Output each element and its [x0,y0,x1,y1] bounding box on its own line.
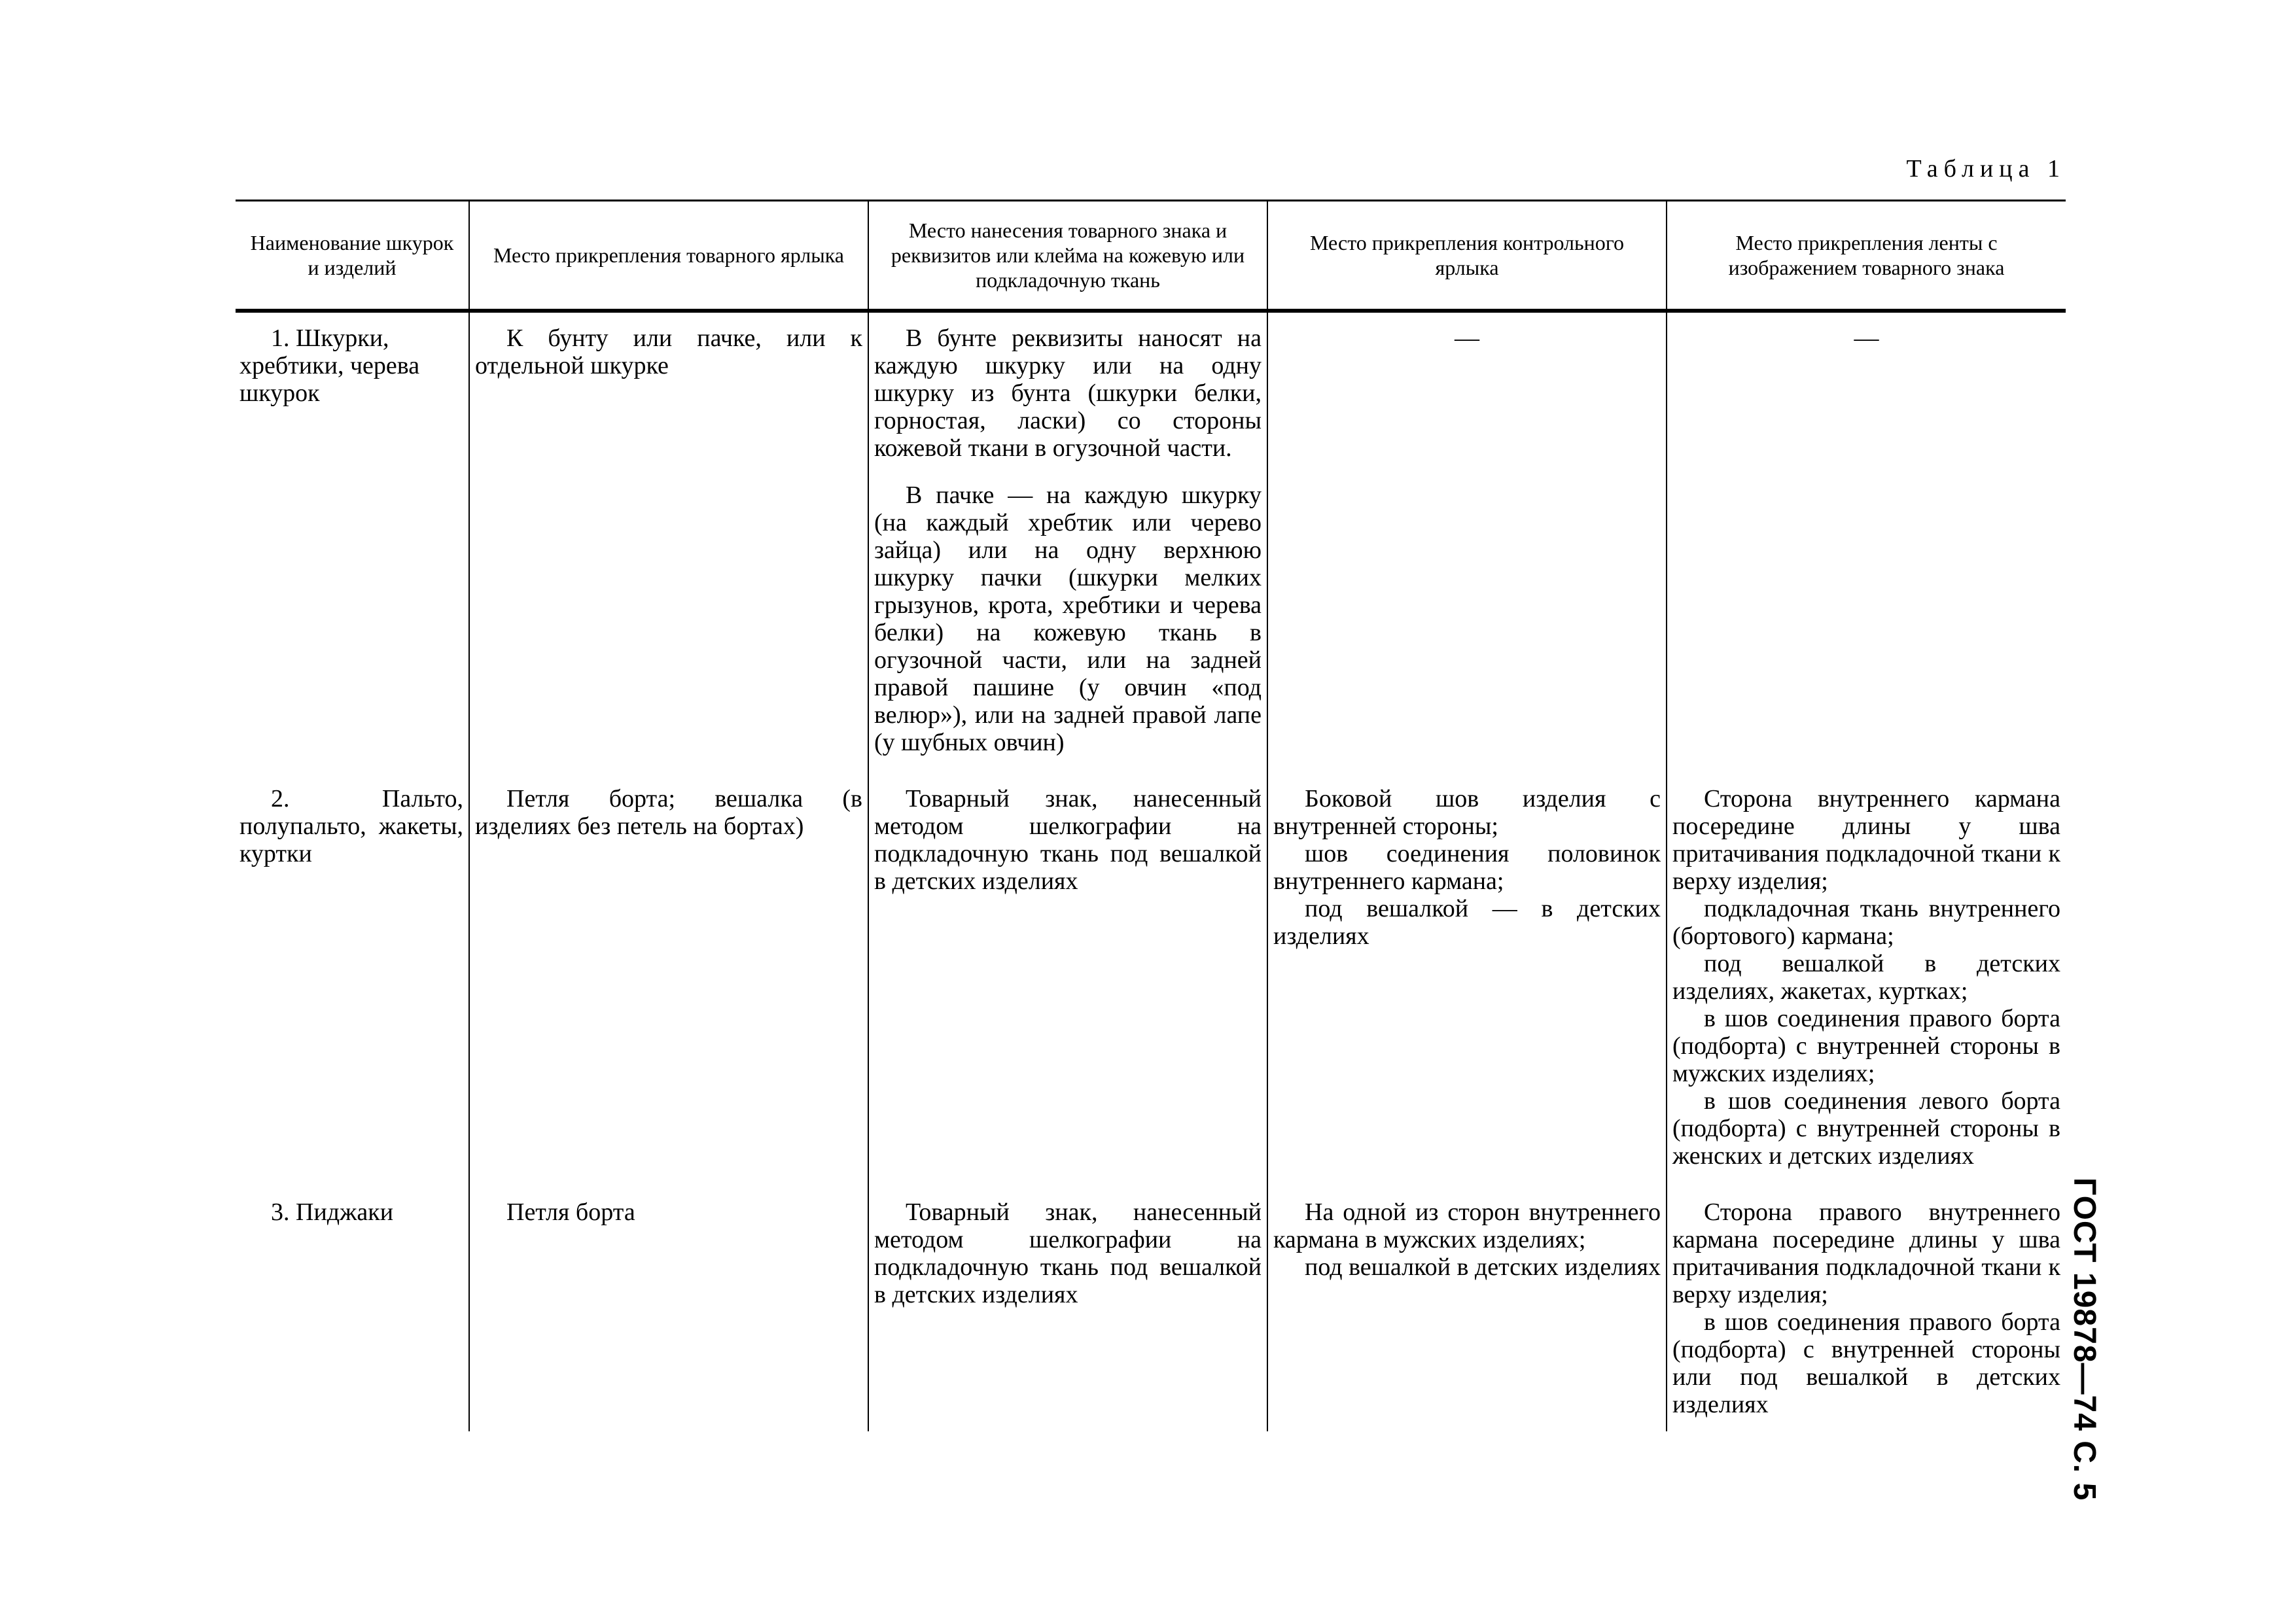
cell-text: Петля борта [506,1198,635,1226]
cell-text: Товарный знак, нанесенный методом шелкографии на подкладочную ткань под вешалкой в детских изделиях [874,1198,1262,1308]
cell-text: К бунту или пачке, или к отдельной шкурке [475,324,862,379]
cell-control-place [1267,1187,1667,1431]
cell-line: под вешалкой в детских изделиях, жакетах, куртках; [1672,949,2060,1005]
cell-label-place [469,773,868,1187]
cell-label-place [469,311,868,773]
cell-line: под вешалкой в детских изделиях [1305,1253,1661,1281]
header-mark-place: Место нанесения товарного знака и реквизитов или клейма на кожевую или подкладочную ткань [868,201,1267,311]
main-table [236,200,2066,1431]
standard-page-label: ГОСТ 19878—74 С. 5 [2067,1178,2102,1501]
header-control-place: Место прикрепления контрольного ярлыка [1267,201,1667,311]
table-row [236,1187,2066,1431]
empty-dash: — [1854,324,1879,352]
cell-control-place [1267,773,1667,1187]
cell-line: в шов соединения правого борта (подборта) с внутренней стороны или под вешалкой в детских изделиях [1672,1308,2060,1418]
cell-line: в шов соединения левого борта (подборта) с внутренней стороны в женских и детских изделиях [1672,1087,2060,1170]
cell-text: Товарный знак, нанесенный методом шелкографии на подкладочную ткань под вешалкой в детских изделиях [874,784,1262,895]
cell-paragraph: В пачке — на каждую шкурку (на каждый хребтик или черево зайца) или на одну верхнюю шкурку пачки (шкурки мелких грызунов, крота, хребтики и черева белки) на кожевую ткань в огузочной части, или на задней правой пашине (у овчин «под велюр»), или на задней правой лапе (у шубных овчин) [874,481,1262,756]
cell-ribbon-place [1667,311,2066,773]
cell-line: под вешалкой — в детских изделиях [1273,894,1661,950]
header-name: Наименование шкурок и изделий [236,201,469,311]
cell-text: Петля борта; вешалка (в изделиях без петель на бортах) [475,784,862,840]
cell-name [236,311,469,773]
cell-line: Сторона правого внутреннего кармана посередине длины у шва притачивания подкладочной ткани к верху изделия; [1672,1198,2060,1308]
cell-name [236,773,469,1187]
cell-line: подкладочная ткань внутреннего (бортового) кармана; [1672,894,2060,950]
cell-text: 2. Пальто, полупальто, жакеты, куртки [239,784,463,867]
cell-line: в шов соединения правого борта (подборта) с внутренней стороны в мужских изделиях; [1672,1004,2060,1087]
cell-ribbon-place [1667,773,2066,1187]
table-row [236,311,2066,773]
header-ribbon-place: Место прикрепления ленты с изображением товарного знака [1667,201,2066,311]
cell-text: 1. Шкурки, хребтики, черева шкурок [239,324,420,407]
cell-line: шов соединения половинок внутреннего кармана; [1273,839,1661,895]
table-row [236,773,2066,1187]
cell-mark-place [868,1187,1267,1431]
cell-ribbon-place [1667,1187,2066,1431]
cell-name [236,1187,469,1431]
cell-mark-place [868,311,1267,773]
empty-dash: — [1455,324,1479,352]
cell-line: Сторона внутреннего кармана посередине длины у шва притачивания подкладочной ткани к верху изделия; [1672,784,2060,895]
header-label-place: Место прикрепления товарного ярлыка [469,201,868,311]
cell-line: На одной из сторон внутреннего кармана в мужских изделиях; [1273,1198,1661,1253]
cell-line: Боковой шов изделия с внутренней стороны; [1273,784,1661,840]
table-title: Таблица 1 [1906,155,2066,183]
cell-control-place [1267,311,1667,773]
cell-text: 3. Пиджаки [271,1198,394,1226]
cell-mark-place [868,773,1267,1187]
cell-label-place [469,1187,868,1431]
table-header-row [236,201,2066,311]
cell-paragraph: В бунте реквизиты наносят на каждую шкурку или на одну шкурку из бунта (шкурки белки, горностая, ласки) со стороны кожевой ткани в огузочной части. [874,324,1262,462]
